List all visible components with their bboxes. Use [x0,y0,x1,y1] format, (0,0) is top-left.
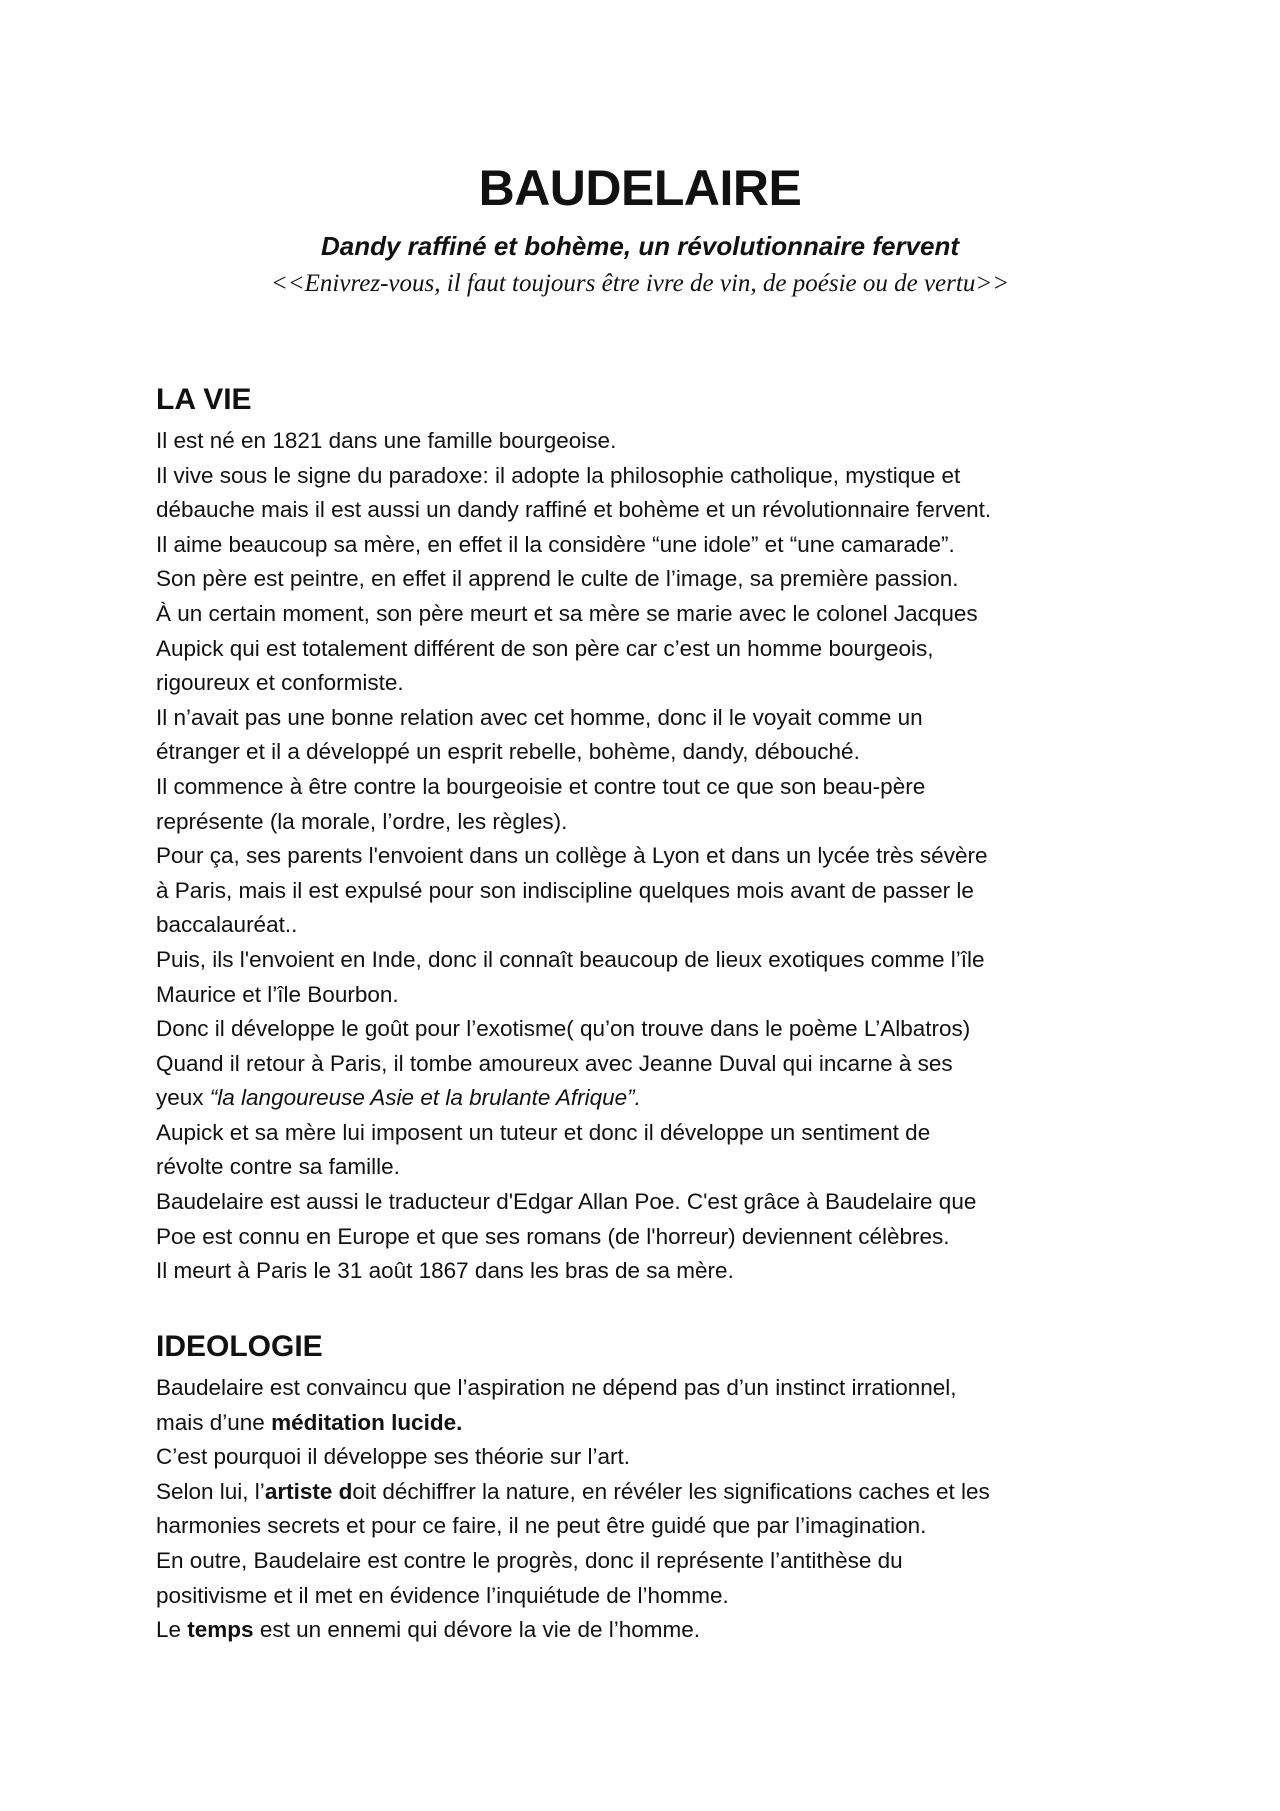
italic-quote-span: “la langoureuse Asie et la brulante Afrique”. [209,1085,641,1111]
section-heading-ideologie: IDEOLOGIE [156,1330,323,1363]
paragraph-line: harmonies secrets et pour ce faire, il ne peut être guidé que par l’imagination. [156,1513,927,1539]
paragraph-line: Il vive sous le signe du paradoxe: il adopte la philosophie catholique, mystique et [156,462,961,488]
text-span: oit déchiffrer la nature, en révéler les significations caches et les [352,1478,990,1504]
text-span: Selon lui, l’ [156,1478,265,1504]
bold-span: temps [187,1617,254,1643]
bold-span: méditation lucide. [271,1409,463,1435]
section-body-la-vie [156,424,1156,1289]
section-body-ideologie [156,1371,1156,1648]
paragraph-line [156,1475,1156,1510]
text-span: yeux [156,1085,210,1111]
paragraph-line: débauche mais il est aussi un dandy raffiné et bohème et un révolutionnaire fervent. [156,497,992,523]
paragraph-line: Maurice et l’île Bourbon. [156,981,399,1007]
paragraph-line: Il commence à être contre la bourgeoisie et contre tout ce que son beau-père [156,773,926,799]
paragraph-line: baccalauréat.. [156,912,298,938]
paragraph-line: Il meurt à Paris le 31 août 1867 dans les bras de sa mère. [156,1258,734,1284]
page-subtitle: Dandy raffiné et bohème, un révolutionnaire fervent [320,231,960,261]
section-la-vie [156,382,1156,1289]
paragraph-line: étranger et il a développé un esprit rebelle, bohème, dandy, débouché. [156,739,860,765]
paragraph-line: Il aime beaucoup sa mère, en effet il la considère “une idole” et “une camarade”. [156,531,955,557]
section-heading-la-vie: LA VIE [156,383,252,416]
paragraph-line: Quand il retour à Paris, il tombe amoureux avec Jeanne Duval qui incarne à ses [156,1050,953,1076]
paragraph-line: rigoureux et conformiste. [156,670,404,696]
paragraph-line-yeux [156,1081,1156,1116]
text-span: mais d’une [156,1409,272,1435]
text-span: Le [156,1617,188,1643]
section-ideologie [156,1329,1156,1648]
epigraph-quote: <<Enivrez-vous, il faut toujours être ivre de vin, de poésie ou de vertu>> [270,270,1010,297]
paragraph-line: à Paris, mais il est expulsé pour son indiscipline quelques mois avant de passer le [156,877,974,903]
paragraph-line: En outre, Baudelaire est contre le progrès, donc il représente l’antithèse du [156,1547,903,1573]
page-title: BAUDELAIRE [478,160,802,216]
text-span: est un ennemi qui dévore la vie de l’homme. [253,1617,701,1643]
paragraph-line [156,1406,1156,1441]
paragraph-line: Il est né en 1821 dans une famille bourgeoise. [156,428,617,453]
paragraph-line: Donc il développe le goût pour l’exotisme( qu’on trouve dans le poème L’Albatros) [156,1016,971,1042]
paragraph-line [156,1613,1156,1648]
paragraph-line: Il n’avait pas une bonne relation avec cet homme, donc il le voyait comme un [156,704,923,730]
paragraph-line: Pour ça, ses parents l'envoient dans un collège à Lyon et dans un lycée très sévère [156,843,988,869]
paragraph-line: Poe est connu en Europe et que ses romans (de l'horreur) deviennent célèbres. [156,1223,950,1249]
paragraph-line: Puis, ils l'envoient en Inde, donc il connaît beaucoup de lieux exotiques comme l’île [156,946,985,972]
paragraph-line: révolte contre sa famille. [156,1154,400,1180]
paragraph-line: Aupick qui est totalement différent de son père car c’est un homme bourgeois, [156,635,934,661]
paragraph-line: C’est pourquoi il développe ses théorie sur l’art. [156,1444,631,1470]
paragraph-line: Baudelaire est aussi le traducteur d'Edgar Allan Poe. C'est grâce à Baudelaire que [156,1189,977,1215]
paragraph-line: Baudelaire est convaincu que l’aspiration ne dépend pas d’un instinct irrationnel, [156,1375,957,1400]
paragraph-line: représente (la morale, l’ordre, les règles). [156,808,568,834]
paragraph-line: positivisme et il met en évidence l’inquiétude de l’homme. [156,1582,729,1608]
paragraph-line: Son père est peintre, en effet il apprend le culte de l’image, sa première passion. [156,566,959,592]
bold-span: artiste d [264,1478,353,1504]
paragraph-line: Aupick et sa mère lui imposent un tuteur et donc il développe un sentiment de [156,1119,931,1145]
paragraph-line: À un certain moment, son père meurt et sa mère se marie avec le colonel Jacques [156,600,978,626]
